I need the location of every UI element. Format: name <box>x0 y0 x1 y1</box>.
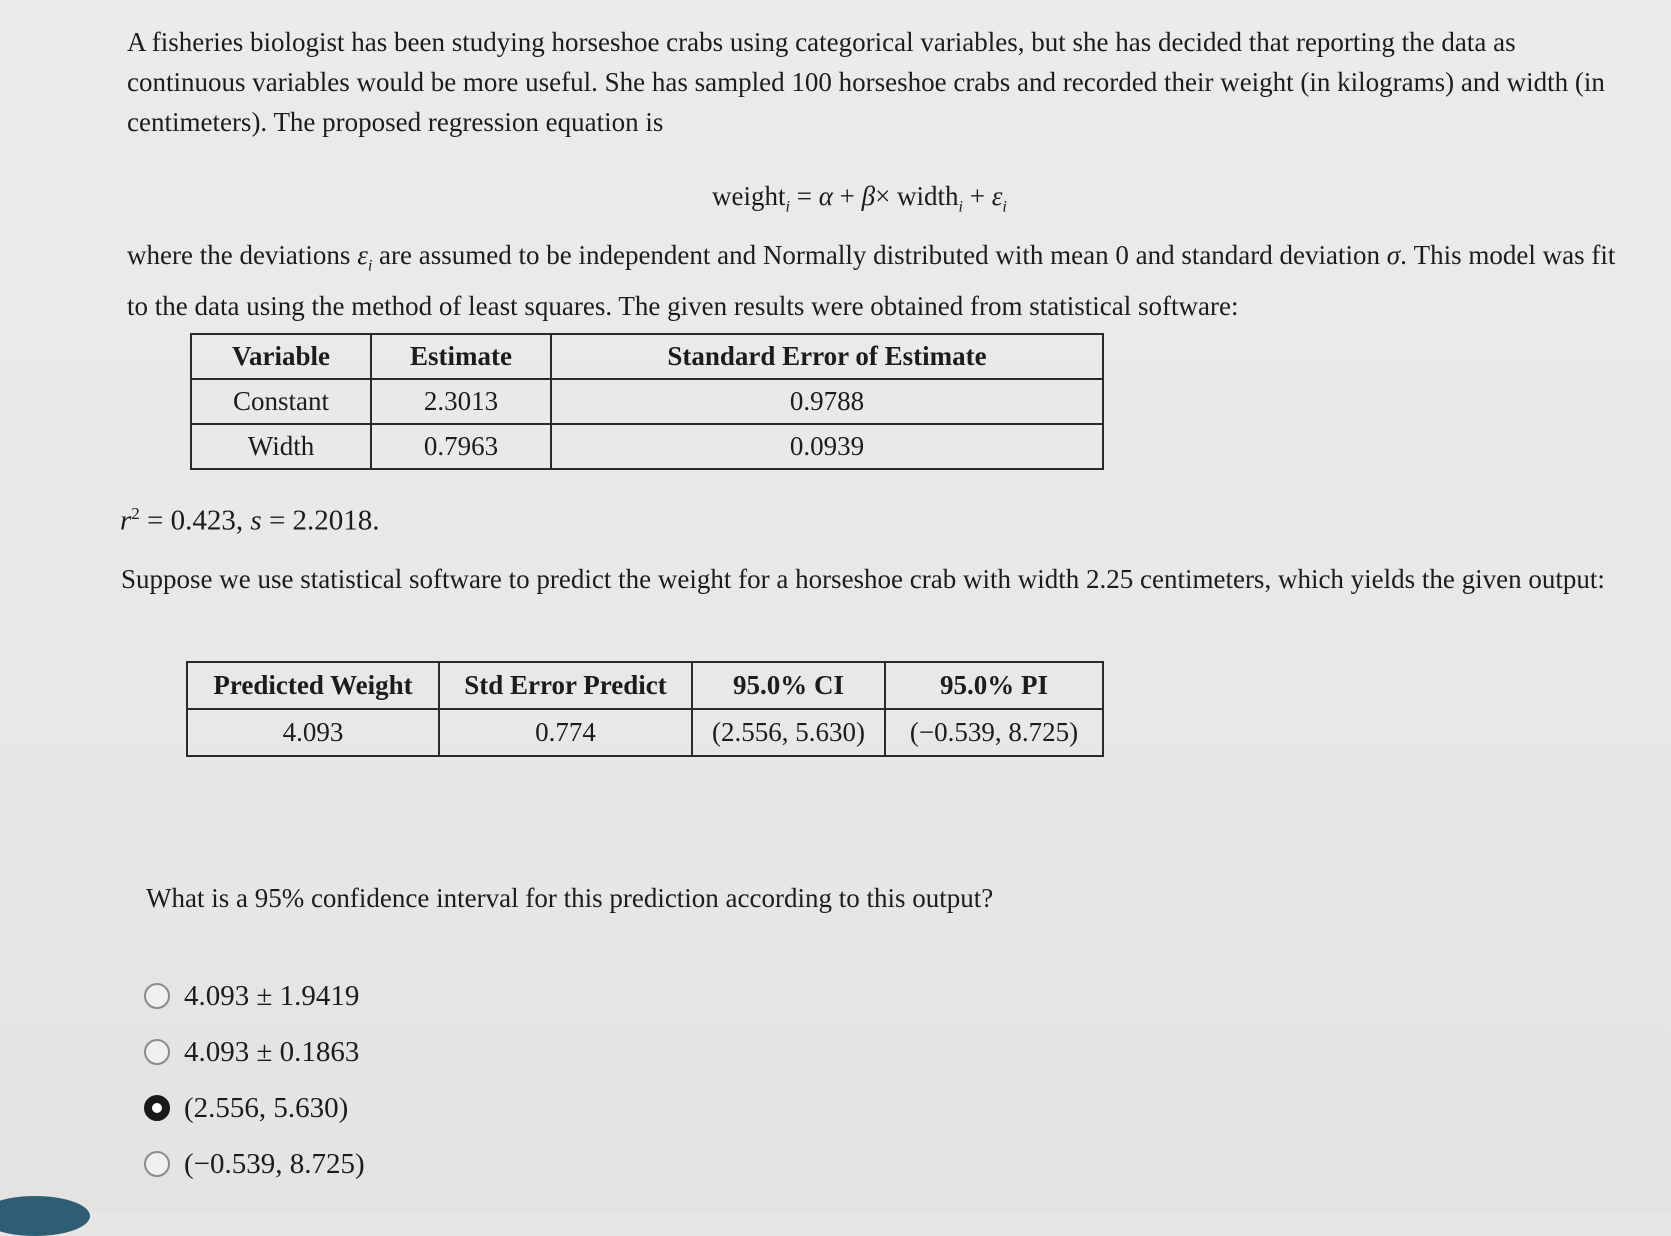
s-symbol: s <box>250 504 262 537</box>
prediction-table <box>186 661 1104 757</box>
option-4[interactable] <box>144 1136 365 1192</box>
option-1[interactable] <box>144 968 365 1024</box>
where-end: . This model was fit to the data using the method of least squares. The given results were obtained from statistical software: <box>127 240 1616 322</box>
header-variable: Variable <box>191 334 371 379</box>
fit-statistics <box>120 494 380 541</box>
table-header-row <box>187 662 1103 709</box>
option-label-1: 4.093 ± 1.9419 <box>184 979 360 1012</box>
eq-lhs: weight <box>712 181 786 211</box>
cell-predicted-weight: 4.093 <box>187 709 439 756</box>
answer-options <box>144 968 365 1192</box>
r-symbol: r <box>120 504 132 537</box>
s-value: = 2.2018. <box>261 504 380 537</box>
eq-epsilon: ε <box>991 181 1003 211</box>
option-label-4: (−0.539, 8.725) <box>184 1147 365 1180</box>
eq-subscript-3: i <box>1002 198 1007 216</box>
eq-equals: = <box>789 181 819 211</box>
table-header-row <box>191 334 1103 379</box>
header-pi: 95.0% PI <box>885 662 1103 709</box>
cell-width-label: Width <box>191 424 371 469</box>
suppose-paragraph: Suppose we use statistical software to predict the weight for a horseshoe crab with width 2.25 centimeters, which yields the given output: <box>121 564 1605 594</box>
cell-std-error-predict: 0.774 <box>439 709 692 756</box>
header-estimate: Estimate <box>371 334 551 379</box>
option-2[interactable] <box>144 1024 365 1080</box>
eq-times-width: × width <box>875 181 959 211</box>
eq-plus-1: + <box>832 181 862 211</box>
cell-width-estimate: 0.7963 <box>371 424 551 469</box>
coefficients-table <box>190 333 1104 470</box>
cell-ci: (2.556, 5.630) <box>692 709 885 756</box>
regression-equation <box>712 176 1007 227</box>
where-before: where the deviations <box>127 240 358 270</box>
eq-alpha: α <box>818 181 833 211</box>
r-superscript: 2 <box>131 504 140 523</box>
eq-subscript-2: i <box>958 198 963 216</box>
eq-beta: β <box>861 181 876 211</box>
eq-subscript-1: i <box>785 198 790 216</box>
radio-button-2[interactable] <box>144 1039 170 1065</box>
cell-constant-label: Constant <box>191 379 371 424</box>
radio-button-3-selected[interactable] <box>144 1095 170 1121</box>
eq-plus-2: + <box>963 181 992 211</box>
radio-button-1[interactable] <box>144 983 170 1009</box>
question-text: What is a 95% confidence interval for this prediction according to this output? <box>146 883 994 913</box>
where-paragraph <box>127 235 1637 326</box>
cell-constant-estimate: 2.3013 <box>371 379 551 424</box>
cell-width-se: 0.0939 <box>551 424 1103 469</box>
r-squared-value: = 0.423, <box>139 504 251 537</box>
option-label-2: 4.093 ± 0.1863 <box>184 1035 360 1068</box>
cell-constant-se: 0.9788 <box>551 379 1103 424</box>
where-epsilon-sub: i <box>367 257 373 275</box>
table-row <box>191 379 1103 424</box>
header-std-error: Standard Error of Estimate <box>551 334 1103 379</box>
option-3[interactable] <box>144 1080 365 1136</box>
table-row <box>191 424 1103 469</box>
header-std-error-predict: Std Error Predict <box>439 662 692 709</box>
radio-button-4[interactable] <box>144 1151 170 1177</box>
header-predicted-weight: Predicted Weight <box>187 662 439 709</box>
corner-decoration <box>0 1196 90 1236</box>
where-after: are assumed to be independent and Normally distributed with mean 0 and standard deviation <box>372 240 1387 270</box>
header-ci: 95.0% CI <box>692 662 885 709</box>
option-label-3: (2.556, 5.630) <box>184 1091 349 1124</box>
where-sigma: σ <box>1386 240 1401 270</box>
table-row <box>187 709 1103 756</box>
where-epsilon: ε <box>357 240 368 270</box>
cell-pi: (−0.539, 8.725) <box>885 709 1103 756</box>
intro-paragraph: A fisheries biologist has been studying horseshoe crabs using categorical variables, but she has decided that reporting the data as continuous variables would be more useful. She has sampled 100 horseshoe crabs and recorded their weight (in kilograms) and width (in centimeters). The proposed regression equation is <box>127 27 1605 137</box>
